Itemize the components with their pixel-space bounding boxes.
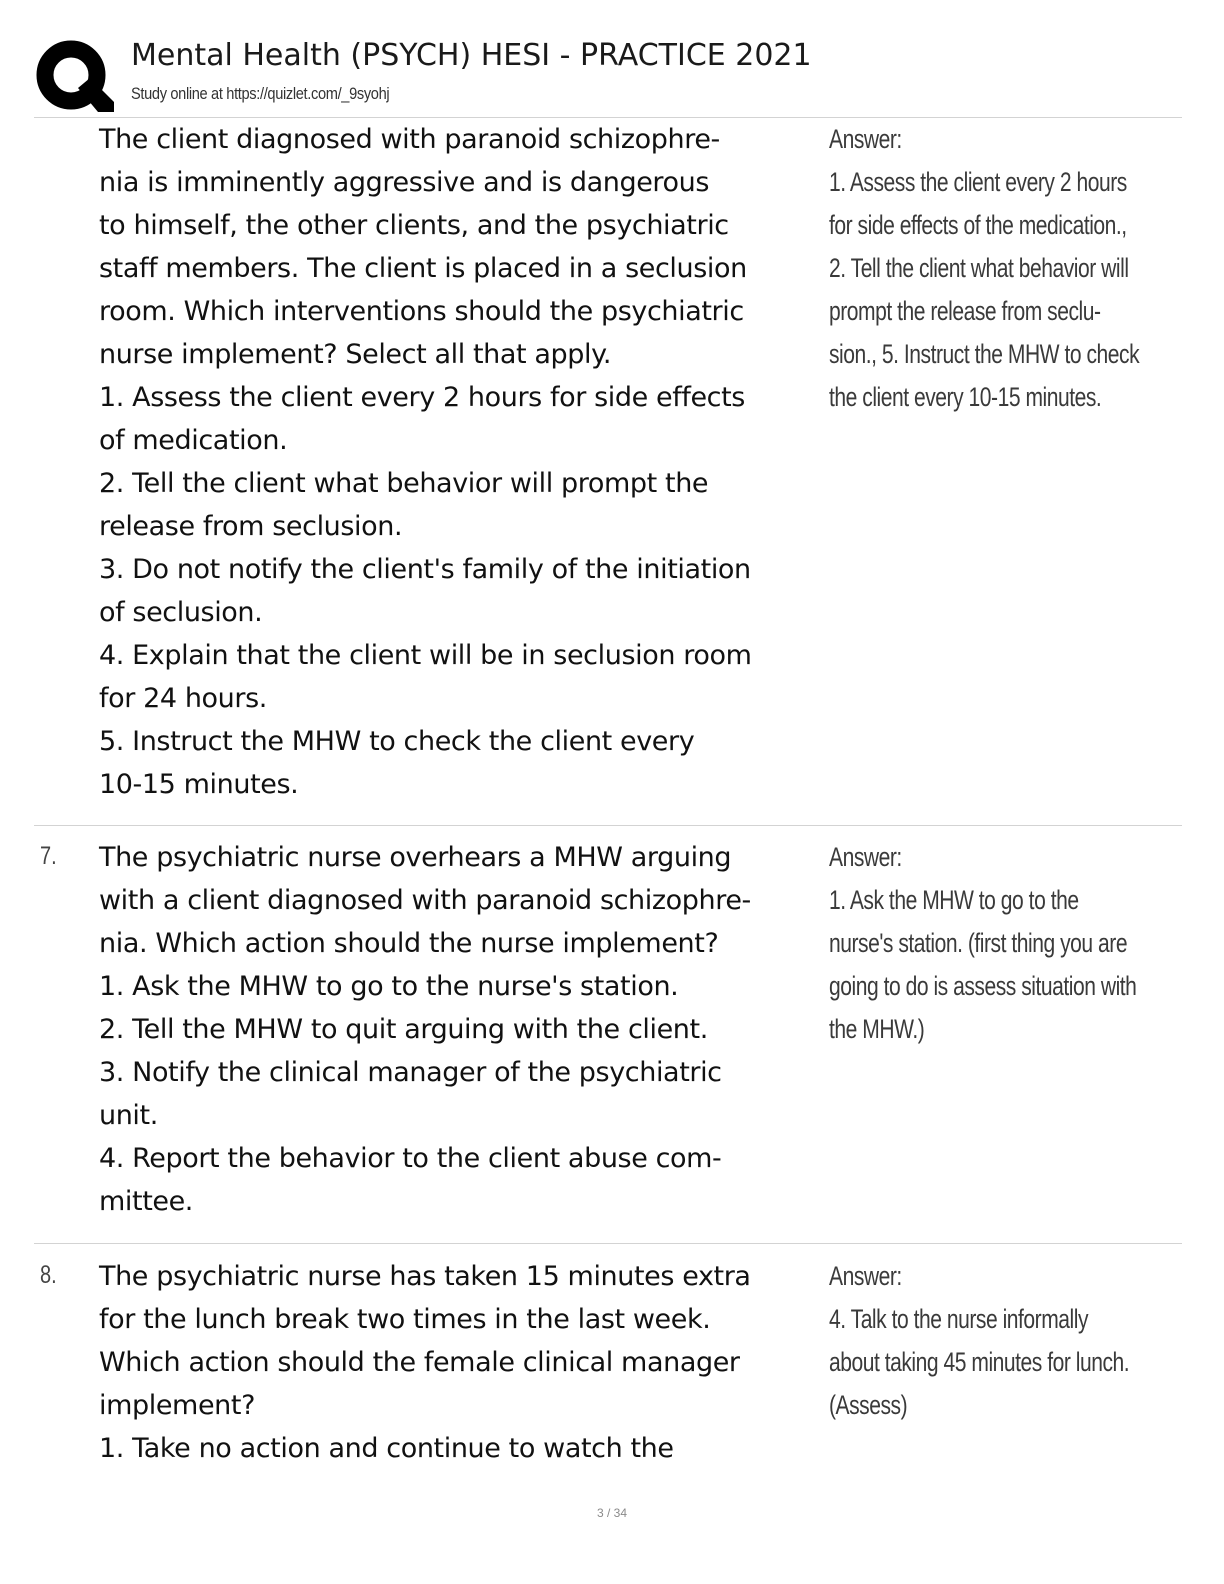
question-line: 1. Assess the client every 2 hours for side effects <box>99 382 745 413</box>
question-text <box>99 118 824 806</box>
answer-line: 1. Assess the client every 2 hours <box>829 167 1127 197</box>
question-line: The psychiatric nurse has taken 15 minutes extra <box>99 1261 751 1292</box>
question-line: 1. Ask the MHW to go to the nurse's station. <box>99 971 679 1002</box>
page-title: Mental Health (PSYCH) HESI - PRACTICE 2021 <box>131 38 812 73</box>
card-divider <box>34 825 1182 826</box>
answer-text <box>829 118 1172 419</box>
answer-text <box>829 1255 1172 1427</box>
question-line: 3. Do not notify the client's family of the initiation <box>99 554 751 585</box>
answer-line: 1. Ask the MHW to go to the <box>829 885 1079 915</box>
question-line: nurse implement? Select all that apply. <box>99 339 612 370</box>
question-line: implement? <box>99 1390 255 1421</box>
quizlet-q-logo-icon <box>34 36 114 116</box>
question-line: unit. <box>99 1100 158 1131</box>
card-divider <box>34 1243 1182 1244</box>
answer-text <box>829 836 1172 1051</box>
answer-line: prompt the release from seclu- <box>829 296 1101 326</box>
question-line: for 24 hours. <box>99 683 267 714</box>
answer-line: Answer: <box>829 842 902 872</box>
answer-line: sion., 5. Instruct the MHW to check <box>829 339 1140 369</box>
question-line: 2. Tell the MHW to quit arguing with the client. <box>99 1014 708 1045</box>
question-line: of seclusion. <box>99 597 263 628</box>
answer-line: (Assess) <box>829 1390 908 1420</box>
question-line: room. Which interventions should the psychiatric <box>99 296 744 327</box>
question-line: 3. Notify the clinical manager of the psychiatric <box>99 1057 722 1088</box>
answer-line: the MHW.) <box>829 1014 925 1044</box>
question-line: 10-15 minutes. <box>99 769 299 800</box>
question-text <box>99 836 824 1223</box>
question-line: with a client diagnosed with paranoid schizophre- <box>99 885 751 916</box>
question-line: The client diagnosed with paranoid schizophre- <box>99 124 720 155</box>
question-number: 8. <box>40 1261 57 1289</box>
answer-line: the client every 10-15 minutes. <box>829 382 1102 412</box>
answer-line: Answer: <box>829 1261 902 1291</box>
question-line: release from seclusion. <box>99 511 403 542</box>
question-number: 7. <box>40 842 57 870</box>
question-line: nia is imminently aggressive and is dangerous <box>99 167 710 198</box>
page-number: 3 / 34 <box>596 1506 628 1520</box>
question-line: mittee. <box>99 1186 193 1217</box>
study-online-link[interactable]: Study online at https://quizlet.com/_9syohj <box>131 84 390 103</box>
question-line: of medication. <box>99 425 288 456</box>
question-line: 4. Explain that the client will be in seclusion room <box>99 640 752 671</box>
question-text <box>99 1255 824 1470</box>
question-line: nia. Which action should the nurse implement? <box>99 928 719 959</box>
answer-line: 2. Tell the client what behavior will <box>829 253 1129 283</box>
answer-line: going to do is assess situation with <box>829 971 1137 1001</box>
question-line: to himself, the other clients, and the psychiatric <box>99 210 729 241</box>
answer-line: 4. Talk to the nurse informally <box>829 1304 1089 1334</box>
question-line: 5. Instruct the MHW to check the client every <box>99 726 695 757</box>
question-line: Which action should the female clinical manager <box>99 1347 740 1378</box>
question-line: 2. Tell the client what behavior will prompt the <box>99 468 709 499</box>
question-line: 1. Take no action and continue to watch the <box>99 1433 674 1464</box>
question-line: staff members. The client is placed in a seclusion <box>99 253 747 284</box>
answer-line: for side effects of the medication., <box>829 210 1127 240</box>
answer-line: about taking 45 minutes for lunch. <box>829 1347 1130 1377</box>
question-line: 4. Report the behavior to the client abuse com- <box>99 1143 722 1174</box>
answer-line: nurse's station. (first thing you are <box>829 928 1128 958</box>
question-line: for the lunch break two times in the last week. <box>99 1304 711 1335</box>
answer-line: Answer: <box>829 124 902 154</box>
question-line: The psychiatric nurse overhears a MHW arguing <box>99 842 732 873</box>
